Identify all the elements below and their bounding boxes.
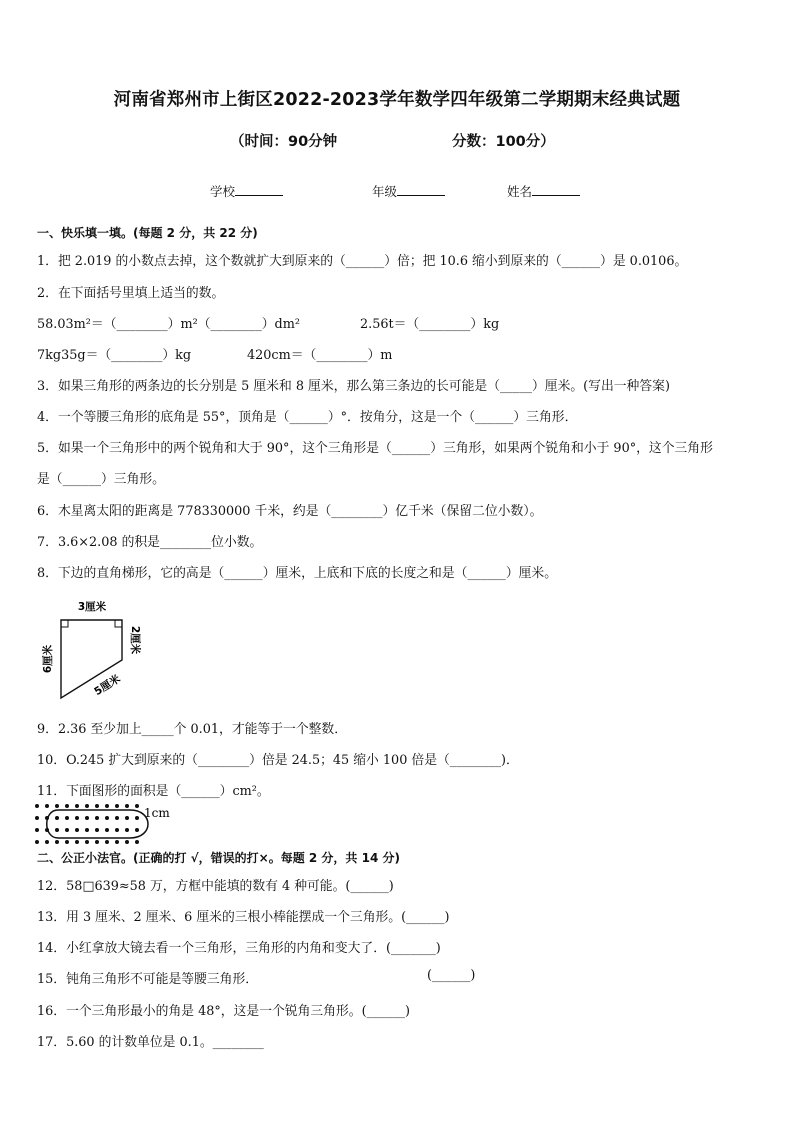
question-15-blank: (______) [427,968,476,983]
question-7: 7．3.6×2.08 的积是________位小数。 [37,535,263,550]
question-5-line-2: 是（______）三角形。 [37,472,165,487]
grid-dot [85,840,89,844]
question-2d: 420cm＝（________）m [247,348,393,363]
grade-field [372,182,445,200]
grid-dot [65,840,69,844]
grid-dot [45,840,49,844]
grid-dot [105,804,109,808]
page-title: 河南省郑州市上街区2022-2023学年数学四年级第二学期期末经典试题 [113,90,681,110]
question-17: 17．5.60 的计数单位是 0.1。________ [37,1035,264,1050]
section-2-title: 二、公正小法官。(正确的打 √，错误的打×。每题 2 分，共 14 分) [37,851,400,865]
grid-dot [135,816,139,820]
grid-dot [75,828,79,832]
grid-dot [115,840,119,844]
grid-dot [65,816,69,820]
grid-dot [75,804,79,808]
trapezoid-figure [36,596,156,706]
grid-dot [95,816,99,820]
grid-dot [125,804,129,808]
right-angle-mark-left [61,620,68,627]
grid-dot [105,816,109,820]
height-label: 6厘米 [42,644,54,674]
grid-dot [85,816,89,820]
question-2a: 58.03m²＝（________）m²（________）dm² [37,317,300,332]
question-6: 6．木星离太阳的距离是 778330000 千米，约是（________）亿千米（保留二位小数）。 [37,504,543,519]
question-9: 9．2.36 至少加上_____个 0.01，才能等于一个整数． [37,722,348,737]
grade-blank [397,183,445,196]
grid-unit-label: 1cm [144,806,170,820]
grid-dot [75,840,79,844]
grid-dot [125,816,129,820]
grid-dot [115,828,119,832]
grid-dot [115,804,119,808]
top-base-label: 3厘米 [77,601,107,613]
grid-dot [55,828,59,832]
grid-dot [125,840,129,844]
right-angle-mark-right [115,620,122,627]
question-13: 13．用 3 厘米、2 厘米、6 厘米的三根小棒能摆成一个三角形。(______) [37,910,450,925]
name-label: 姓名 [507,184,533,199]
grade-label: 年级 [372,184,398,199]
grid-dot [55,804,59,808]
section-1-title: 一、快乐填一填。(每题 2 分，共 22 分) [37,226,258,240]
grid-dot [115,816,119,820]
grid-dot [75,816,79,820]
grid-dot [135,840,139,844]
grid-dot [95,828,99,832]
slant-side-label: 5厘米 [92,672,123,699]
grid-dot [85,828,89,832]
grid-dot [65,804,69,808]
grid-dot [95,804,99,808]
question-3: 3．如果三角形的两条边的长分别是 5 厘米和 8 厘米，那么第三条边的长可能是（_____）厘米。(写出一种答案) [37,379,670,394]
school-field [210,182,283,200]
grid-dot [135,828,139,832]
question-12: 12．58□639≈58 万，方框中能填的数有 4 种可能。(______) [37,879,394,894]
grid-dot [55,840,59,844]
school-blank [235,183,283,196]
exam-score: 分数：100分） [452,134,555,150]
dot-grid-figure [34,802,184,848]
grid-dot [95,840,99,844]
grid-dot [45,804,49,808]
question-4: 4．一个等腰三角形的底角是 55°，顶角是（______）°．按角分，这是一个（______）三角形． [37,410,578,425]
grid-dot [35,828,39,832]
grid-dot [105,828,109,832]
grid-dot [55,816,59,820]
grid-dot [105,840,109,844]
school-label: 学校 [210,184,236,199]
question-2c: 7kg35g＝（________）kg [37,348,192,363]
exam-time: （时间：90分钟 [230,134,338,150]
name-blank [532,183,580,196]
grid-dot [35,840,39,844]
grid-dot [85,804,89,808]
question-15: 15．钝角三角形不可能是等腰三角形． [37,972,259,987]
grid-dot [35,816,39,820]
name-field [507,182,580,200]
grid-dot [125,828,129,832]
question-5-line-1: 5．如果一个三角形中的两个锐角和大于 90°，这个三角形是（______）三角形，如果两个锐角和小于 90°，这个三角形 [37,441,713,456]
question-16: 16．一个三角形最小的角是 48°，这是一个锐角三角形。(______) [37,1004,410,1019]
right-side-label: 2厘米 [129,625,141,655]
question-8: 8．下边的直角梯形，它的高是（______）厘米，上底和下底的长度之和是（______）厘米。 [37,566,558,581]
question-2b: 2.56t＝（________）kg [360,317,500,332]
grid-dot [135,804,139,808]
grid-dot [35,804,39,808]
grid-dot [65,828,69,832]
question-1: 1．把 2.019 的小数点去掉，这个数就扩大到原来的（______）倍；把 10.6 缩小到原来的（______）是 0.0106。 [37,254,688,269]
question-10: 10．O.245 扩大到原来的（________）倍是 24.5；45 缩小 100 倍是（________)． [37,753,519,768]
rounded-shape [47,810,148,838]
question-14: 14．小红拿放大镜去看一个三角形，三角形的内角和变大了．(_______) [37,941,441,956]
question-11: 11．下面图形的面积是（______）cm²。 [37,784,270,799]
question-2: 2．在下面括号里填上适当的数。 [37,286,225,301]
